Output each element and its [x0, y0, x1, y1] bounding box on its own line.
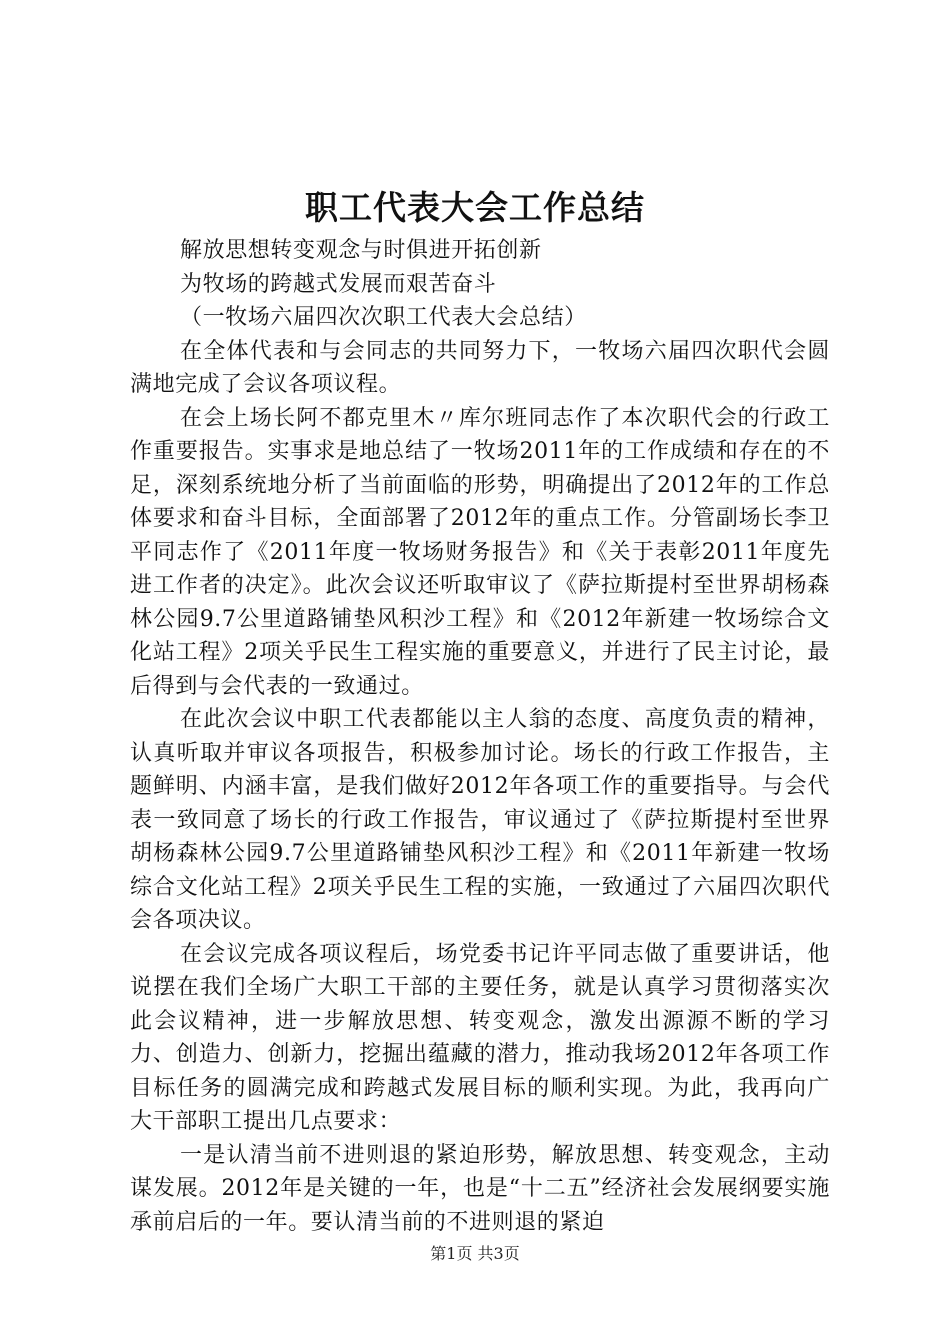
document-title: 职工代表大会工作总结 — [305, 188, 645, 227]
subtitle-line-1: 解放思想转变观念与时俱进开拓创新 — [180, 238, 542, 263]
document-body — [130, 234, 830, 1239]
paragraph: 在全体代表和与会同志的共同努力下，一牧场六届四次职代会圆满地完成了会议各项议程。 — [130, 338, 830, 397]
paragraph: 一是认清当前不进则退的紧迫形势，解放思想、转变观念，主动谋发展。2012年是关键的一年，也是“十二五”经济社会发展纲要实施承前启后的一年。要认清当前的不进则退的紧迫 — [130, 1142, 830, 1235]
subtitle-line-3: （一牧场六届四次次职工代表大会总结） — [180, 305, 587, 330]
subtitle-line-2: 为牧场的跨越式发展而艰苦奋斗 — [180, 271, 497, 297]
paragraph: 在此次会议中职工代表都能以主人翁的态度、高度负责的精神，认真听取并审议各项报告，积极参加讨论。场长的行政工作报告，主题鲜明、内涵丰富，是我们做好2012年各项工作的重要指导。与会代表一致同意了场长的行政工作报告，审议通过了《萨拉斯提村至世界胡杨森林公园9.7公里道路铺垫风积沙工程》和《2011年新建一牧场综合文化站工程》2项关乎民生工程的实施，一致通过了六届四次职代会各项决议。 — [130, 707, 830, 933]
paragraph: 在会上场长阿不都克里木〃库尔班同志作了本次职代会的行政工作重要报告。实事求是地总结了一牧场2011年的工作成绩和存在的不足，深刻系统地分析了当前面临的形势，明确提出了2012年的工作总体要求和奋斗目标，全面部署了2012年的重点工作。分管副场长李卫平同志作了《2011年度一牧场财务报告》和《关于表彰2011年度先进工作者的决定》。此次会议还听取审议了《萨拉斯提村至世界胡杨森林公园9.7公里道路铺垫风积沙工程》和《2012年新建一牧场综合文化站工程》2项关乎民生工程实施的重要意义，并进行了民主讨论，最后得到与会代表的一致通过。 — [130, 405, 830, 699]
page-footer: 第1页 共3页 — [430, 1244, 520, 1263]
paragraph: 在会议完成各项议程后，场党委书记许平同志做了重要讲话，他说摆在我们全场广大职工干部的主要任务，就是认真学习贯彻落实次此会议精神，进一步解放思想、转变观念，激发出源源不断的学习力、创造力、创新力，挖掘出蕴藏的潜力，推动我场2012年各项工作目标任务的圆满完成和跨越式发展目标的顺利实现。为此，我再向广大干部职工提出几点要求： — [130, 941, 830, 1134]
